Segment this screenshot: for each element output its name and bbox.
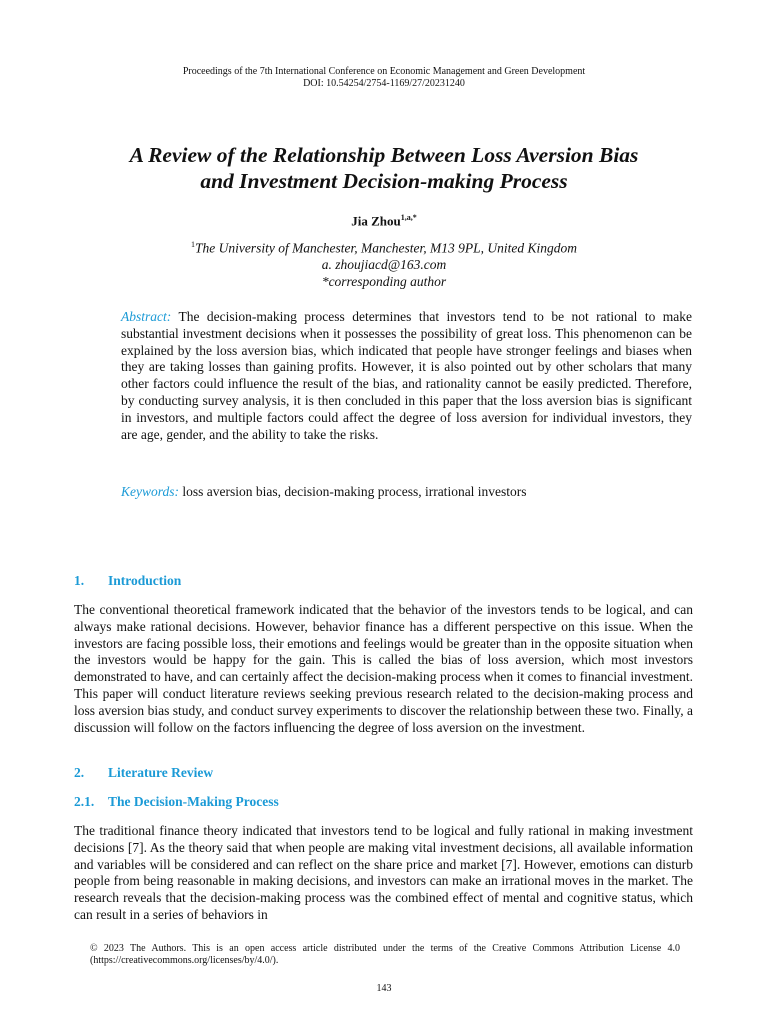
section-heading-literature-review	[74, 765, 213, 781]
section-number: 2.	[74, 765, 85, 780]
title-line-1: A Review of the Relationship Between Loss Aversion Bias	[129, 143, 639, 167]
subsection-heading-decision-making	[74, 794, 279, 810]
section-title: The Decision-Making Process	[108, 794, 279, 809]
affiliation-block	[0, 237, 768, 290]
affiliation-institution: The University of Manchester, Manchester, M13 9PL, United Kingdom	[194, 240, 578, 256]
section-title: Literature Review	[108, 765, 214, 780]
section-heading-introduction	[74, 573, 181, 589]
author-line	[0, 213, 768, 229]
keywords-label: Keywords:	[121, 484, 179, 499]
license-footnote: © 2023 The Authors. This is an open access article distributed under the terms of the Creative Commons Attribution License 4.0 (https://creativecommons.org/licenses/by/4.0/).	[90, 943, 680, 966]
introduction-paragraph: The conventional theoretical framework indicated that the behavior of the investors tends to be logical, and can always make rational decisions. However, behavior finance has a different perspective on this issue. When the investors are facing possible loss, their emotions and feelings would be greater than in the opposite situation when the investors would be happy for the gain. This is called the bias of loss aversion, which most investors demonstrated to have, and can certainly affect the decision-making process when it comes to financial investment. This paper will conduct literature reviews seeking previous research related to the decision-making process and loss aversion bias study, and conduct survey experiments to discover the relationship between these two. Finally, a discussion will follow on the factors influencing the degree of loss aversion on the investment.	[74, 602, 693, 735]
decision-making-paragraph: The traditional finance theory indicated that investors tend to be logical and fully rational in making investment decisions [7]. As the theory said that when people are making vital investment decisions, all available information and variables will be considered and can reflect on the share price and market [7]. However, emotions can disturb people from being reasonable in making decisions, and investors can make an irrational moves in the market. The research reveals that the decision-making process was the combined effect of mental and cognitive status, which can result in a series of behaviors in	[74, 823, 693, 922]
affiliation-institution-line	[0, 237, 768, 257]
section-title: Introduction	[108, 573, 182, 588]
page-number: 143	[376, 983, 392, 994]
section-number: 1.	[74, 573, 85, 588]
section-number: 2.1.	[74, 794, 95, 809]
title-line-2: and Investment Decision-making Process	[200, 169, 568, 193]
abstract-text: The decision-making process determines that investors tend to be not rational to make substantial investment decisions when it possesses the possibility of great loss. This phenomenon can be explained by the loss aversion bias, which indicated that people have stronger feelings and biases when they are taking losses than gaining profits. However, it is also pointed out by other scholars that many other factors could influence the result of the bias, and rationality cannot be easily predicted. Therefore, by conducting survey analysis, it is then concluded in this paper that the loss aversion bias is significant in investors, and multiple factors could affect the degree of loss aversion for individual investors, they are age, gender, and the ability to take the risks.	[121, 309, 693, 442]
keywords-text: loss aversion bias, decision-making process, irrational investors	[182, 484, 527, 499]
abstract-label: Abstract:	[121, 309, 172, 324]
corresponding-author-note: *corresponding author	[321, 273, 447, 289]
header-doi-line: DOI: 10.54254/2754-1169/27/20231240	[303, 78, 465, 89]
header-proceedings-line: Proceedings of the 7th International Conference on Economic Management and Green Development	[182, 66, 586, 77]
keywords-paragraph	[121, 484, 692, 501]
affiliation-superscript: 1	[190, 240, 195, 249]
paper-title	[40, 142, 728, 194]
affiliation-email: a. zhoujiacd@163.com	[321, 257, 447, 272]
proceedings-header	[0, 66, 768, 90]
author-name: Jia Zhou	[351, 213, 401, 229]
abstract-paragraph	[121, 309, 692, 443]
author-superscript: 1,a,*	[400, 213, 417, 222]
